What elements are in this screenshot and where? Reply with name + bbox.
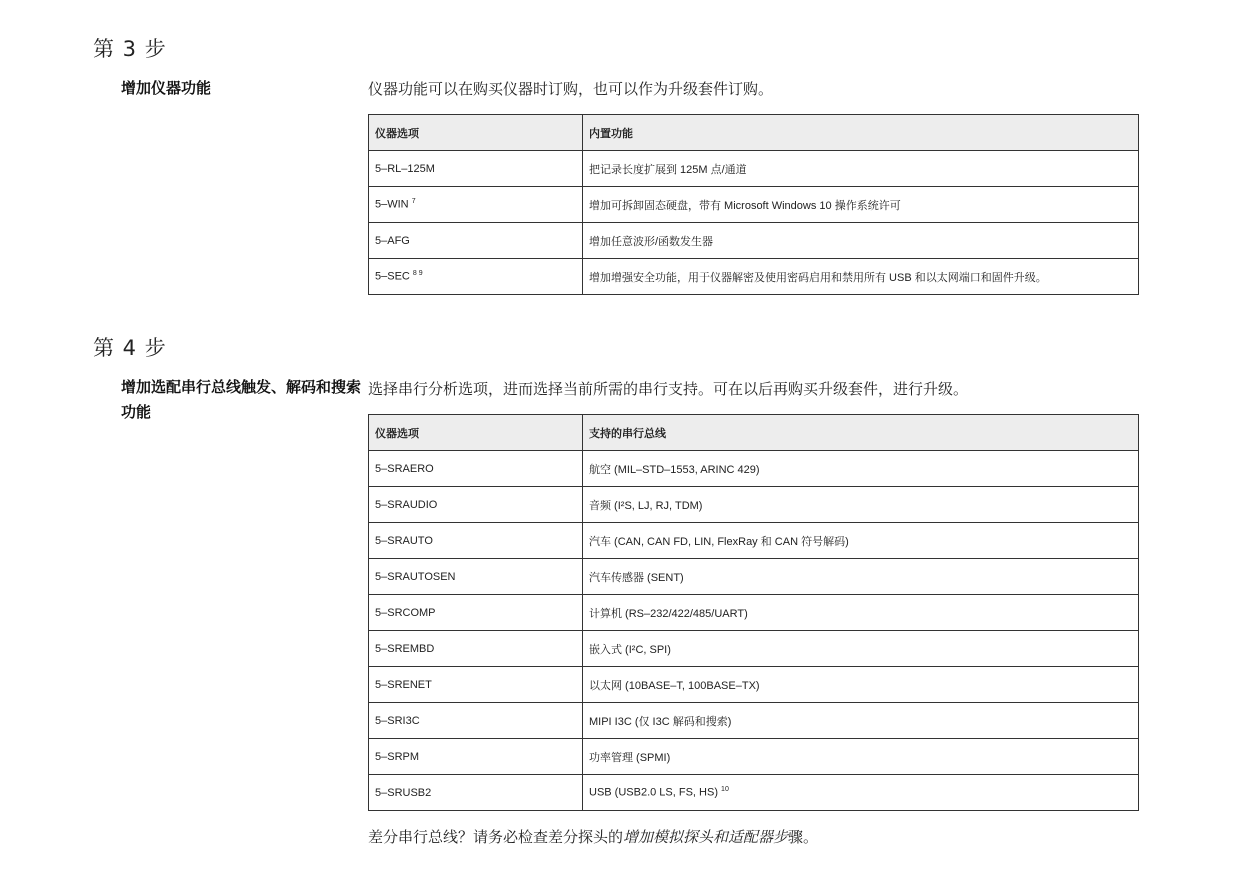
- table-row: [369, 667, 1139, 703]
- description-text: 增加任意波形/函数发生器: [589, 235, 714, 248]
- description-text: 增加可拆卸固态硬盘，带有 Microsoft Windows 10 操作系统许可: [589, 199, 901, 212]
- option-code: 5–RL–125M: [375, 162, 435, 175]
- table-row: [369, 151, 1139, 187]
- table-row: [369, 451, 1139, 487]
- description-text: 计算机 (RS–232/422/485/UART): [589, 607, 748, 620]
- option-code: 5–SRAUTO: [375, 534, 433, 547]
- step4-label: 增加选配串行总线触发、解码和搜索功能: [121, 378, 362, 421]
- description-text: 音频 (I²S, LJ, RJ, TDM): [589, 499, 703, 512]
- option-code: 5–SRENET: [375, 678, 432, 691]
- option-code: 5–SREMBD: [375, 642, 435, 655]
- option-cell: [369, 775, 583, 811]
- table-row: [369, 223, 1139, 259]
- description-text: 把记录长度扩展到 125M 点/通道: [589, 163, 747, 176]
- step3-label: 增加仪器功能: [121, 79, 212, 97]
- table-row: [369, 703, 1139, 739]
- option-code: 5–SRAERO: [375, 462, 434, 475]
- description-text: 以太网 (10BASE–T, 100BASE–TX): [589, 679, 760, 692]
- option-cell: [369, 259, 583, 295]
- footnote-ref: 8 9: [412, 270, 423, 278]
- option-code: 5–WIN: [375, 198, 409, 211]
- description-cell: [583, 559, 1139, 595]
- step3-table: [368, 114, 1139, 295]
- option-cell: [369, 523, 583, 559]
- description-cell: [583, 523, 1139, 559]
- option-code: 5–SRAUDIO: [375, 498, 438, 511]
- description-cell: [583, 703, 1139, 739]
- step4-intro: 选择串行分析选项，进而选择当前所需的串行支持。可在以后再购买升级套件，进行升级。: [368, 380, 969, 398]
- description-cell: [583, 667, 1139, 703]
- description-cell: [583, 259, 1139, 295]
- description-text: USB (USB2.0 LS, FS, HS): [589, 786, 718, 799]
- table-row: [369, 259, 1139, 295]
- table-row: [369, 739, 1139, 775]
- description-cell: [583, 739, 1139, 775]
- step4-table-body: [369, 451, 1139, 811]
- column-header-feature: 内置功能: [583, 115, 1139, 151]
- table-header-row: [369, 415, 1139, 451]
- option-cell: [369, 667, 583, 703]
- table-row: [369, 631, 1139, 667]
- table-row: [369, 775, 1139, 811]
- description-text: MIPI I3C (仅 I3C 解码和搜索): [589, 715, 732, 728]
- description-text: 增加增强安全功能，用于仪器解密及使用密码启用和禁用所有 USB 和以太网端口和固件升级。: [589, 271, 1047, 284]
- description-cell: [583, 451, 1139, 487]
- differential-note: [368, 826, 818, 847]
- option-code: 5–SRAUTOSEN: [375, 570, 456, 583]
- note-prefix: 差分串行总线？请务必检查差分探头的: [368, 828, 624, 846]
- column-header-bus: 支持的串行总线: [583, 415, 1139, 451]
- option-cell: [369, 703, 583, 739]
- description-text: 汽车 (CAN, CAN FD, LIN, FlexRay 和 CAN 符号解码): [589, 535, 849, 548]
- description-cell: [583, 595, 1139, 631]
- description-cell: [583, 487, 1139, 523]
- option-code: 5–SRCOMP: [375, 606, 436, 619]
- option-cell: [369, 595, 583, 631]
- table-row: [369, 487, 1139, 523]
- column-header-option: 仪器选项: [369, 115, 583, 151]
- option-code: 5–SRI3C: [375, 714, 420, 727]
- option-cell: [369, 451, 583, 487]
- footnote-ref: 10: [721, 786, 729, 794]
- option-cell: [369, 187, 583, 223]
- description-cell: [583, 187, 1139, 223]
- option-cell: [369, 151, 583, 187]
- description-text: 嵌入式 (I²C, SPI): [589, 643, 671, 656]
- step4-title: 第 4 步: [93, 336, 167, 360]
- step3-intro: 仪器功能可以在购买仪器时订购，也可以作为升级套件订购。: [368, 80, 774, 98]
- table-row: [369, 595, 1139, 631]
- option-cell: [369, 631, 583, 667]
- column-header-option: 仪器选项: [369, 415, 583, 451]
- table-row: [369, 523, 1139, 559]
- option-code: 5–AFG: [375, 234, 410, 247]
- option-cell: [369, 739, 583, 775]
- step3-title: 第 3 步: [93, 37, 167, 61]
- option-code: 5–SRPM: [375, 750, 420, 763]
- description-cell: [583, 775, 1139, 811]
- footnote-ref: 7: [411, 198, 416, 206]
- description-text: 航空 (MIL–STD–1553, ARINC 429): [589, 463, 760, 476]
- note-link-text: 增加模拟探头和适配器步: [623, 828, 789, 846]
- table-row: [369, 559, 1139, 595]
- description-cell: [583, 223, 1139, 259]
- step4-table: [368, 414, 1139, 811]
- description-text: 汽车传感器 (SENT): [589, 571, 684, 584]
- table-header-row: [369, 115, 1139, 151]
- description-cell: [583, 151, 1139, 187]
- step3-table-body: [369, 151, 1139, 295]
- note-suffix: 骤。: [788, 828, 819, 846]
- option-code: 5–SEC: [375, 270, 410, 283]
- description-cell: [583, 631, 1139, 667]
- option-code: 5–SRUSB2: [375, 786, 432, 799]
- option-cell: [369, 487, 583, 523]
- option-cell: [369, 559, 583, 595]
- option-cell: [369, 223, 583, 259]
- description-text: 功率管理 (SPMI): [589, 751, 671, 764]
- table-row: [369, 187, 1139, 223]
